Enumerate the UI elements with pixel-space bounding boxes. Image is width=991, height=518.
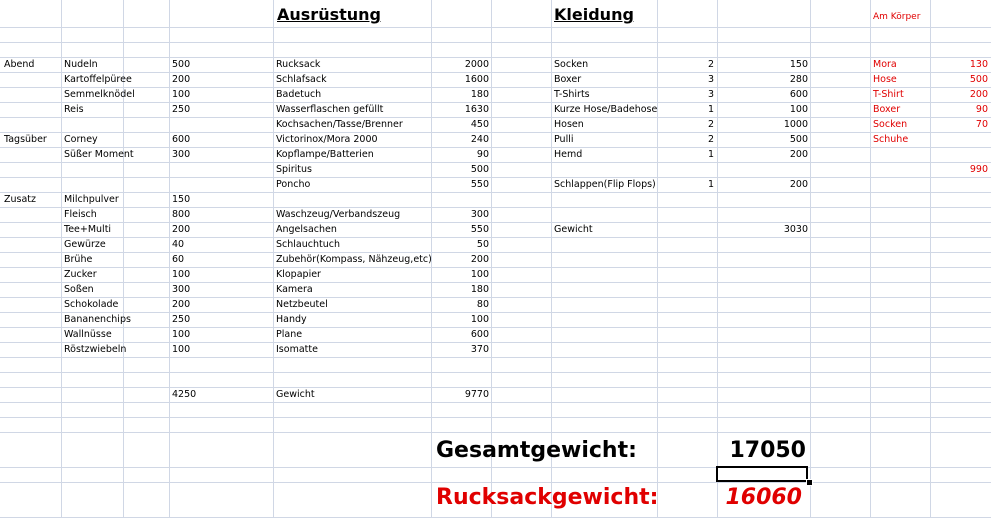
food-group-label: Abend <box>4 59 35 70</box>
equipment-item-name: Kochsachen/Tasse/Brenner <box>276 119 403 130</box>
food-item-weight: 250 <box>172 104 191 115</box>
clothing-item-weight: 200 <box>789 149 808 160</box>
equipment-item-weight: 1600 <box>464 74 489 85</box>
body-item-weight: 200 <box>969 89 988 100</box>
food-item-name: Bananenchips <box>64 314 131 325</box>
equipment-item-weight: 1630 <box>464 104 489 115</box>
equipment-item-name: Kamera <box>276 284 313 295</box>
food-item-name: Fleisch <box>64 209 97 220</box>
food-item-name: Brühe <box>64 254 93 265</box>
equipment-item-name: Poncho <box>276 179 311 190</box>
equipment-item-name: Angelsachen <box>276 224 337 235</box>
equipment-item-weight: 2000 <box>464 59 489 70</box>
clothing-item-name: Kurze Hose/Badehose <box>554 104 658 115</box>
rucksackgewicht-value: 16060 <box>725 485 802 510</box>
clothing-item-weight: 150 <box>789 59 808 70</box>
equipment-item-name: Plane <box>276 329 303 340</box>
food-item-weight: 60 <box>172 254 185 265</box>
clothing-item-name: Hemd <box>554 149 583 160</box>
equipment-item-weight: 90 <box>476 149 489 160</box>
clothing-item-weight: 100 <box>789 104 808 115</box>
food-item-weight: 200 <box>172 224 191 235</box>
equipment-item-name: Handy <box>276 314 307 325</box>
clothing-item-name: Schlappen(Flip Flops) <box>554 179 656 190</box>
equipment-item-weight: 600 <box>470 329 489 340</box>
equipment-item-weight: 180 <box>470 284 489 295</box>
equipment-item-weight: 200 <box>470 254 489 265</box>
equipment-item-weight: 240 <box>470 134 489 145</box>
selected-cell[interactable] <box>716 466 808 482</box>
food-item-name: Milchpulver <box>64 194 119 205</box>
equipment-item-name: Waschzeug/Verbandszeug <box>276 209 401 220</box>
body-item-name: T-Shirt <box>873 89 904 100</box>
header-am-koerper: Am Körper <box>873 12 921 22</box>
food-item-name: Wallnüsse <box>64 329 112 340</box>
equipment-item-name: Badetuch <box>276 89 322 100</box>
food-item-weight: 300 <box>172 149 191 160</box>
clothing-item-name: T-Shirts <box>554 89 590 100</box>
clothing-item-weight: 200 <box>789 179 808 190</box>
equipment-item-name: Isomatte <box>276 344 318 355</box>
equipment-item-weight: 450 <box>470 119 489 130</box>
food-item-weight: 200 <box>172 74 191 85</box>
food-item-weight: 200 <box>172 299 191 310</box>
body-item-name: Boxer <box>873 104 901 115</box>
clothing-item-qty: 1 <box>707 149 714 160</box>
clothing-item-name: Hosen <box>554 119 584 130</box>
food-item-weight: 250 <box>172 314 191 325</box>
clothing-total: 3030 <box>783 224 808 235</box>
food-item-name: Gewürze <box>64 239 106 250</box>
food-item-name: Nudeln <box>64 59 98 70</box>
equipment-item-name: Schlafsack <box>276 74 327 85</box>
clothing-total-label: Gewicht <box>554 224 593 235</box>
food-item-name: Kartoffelpüree <box>64 74 132 85</box>
food-item-name: Soßen <box>64 284 94 295</box>
food-item-weight: 100 <box>172 329 191 340</box>
clothing-item-qty: 3 <box>707 89 714 100</box>
equipment-item-name: Rucksack <box>276 59 321 70</box>
gesamtgewicht-value: 17050 <box>729 438 806 463</box>
equipment-total-label: Gewicht <box>276 389 315 400</box>
clothing-item-weight: 280 <box>789 74 808 85</box>
clothing-item-qty: 2 <box>707 59 714 70</box>
clothing-item-weight: 500 <box>789 134 808 145</box>
food-item-weight: 150 <box>172 194 191 205</box>
equipment-item-weight: 550 <box>470 179 489 190</box>
food-item-name: Röstzwiebeln <box>64 344 127 355</box>
clothing-item-qty: 3 <box>707 74 714 85</box>
clothing-item-qty: 2 <box>707 134 714 145</box>
food-item-weight: 500 <box>172 59 191 70</box>
food-item-name: Zucker <box>64 269 97 280</box>
equipment-item-weight: 300 <box>470 209 489 220</box>
food-item-weight: 300 <box>172 284 191 295</box>
food-item-weight: 100 <box>172 89 191 100</box>
clothing-item-name: Boxer <box>554 74 582 85</box>
equipment-item-name: Netzbeutel <box>276 299 328 310</box>
equipment-item-weight: 100 <box>470 314 489 325</box>
clothing-item-weight: 600 <box>789 89 808 100</box>
body-item-name: Socken <box>873 119 908 130</box>
equipment-item-weight: 550 <box>470 224 489 235</box>
body-item-weight: 130 <box>969 59 988 70</box>
food-item-name: Süßer Moment <box>64 149 134 160</box>
food-item-weight: 100 <box>172 344 191 355</box>
food-item-name: Schokolade <box>64 299 119 310</box>
equipment-item-weight: 80 <box>476 299 489 310</box>
equipment-item-name: Klopapier <box>276 269 321 280</box>
food-group-label: Tagsüber <box>4 134 47 145</box>
equipment-item-name: Wasserflaschen gefüllt <box>276 104 384 115</box>
gesamtgewicht-label: Gesamtgewicht: <box>436 438 637 463</box>
header-ausruestung: Ausrüstung <box>277 5 381 24</box>
clothing-item-weight: 1000 <box>783 119 808 130</box>
body-item-name: Schuhe <box>873 134 909 145</box>
equipment-item-weight: 370 <box>470 344 489 355</box>
food-item-weight: 800 <box>172 209 191 220</box>
body-total: 990 <box>969 164 988 175</box>
equipment-item-weight: 100 <box>470 269 489 280</box>
equipment-item-name: Victorinox/Mora 2000 <box>276 134 378 145</box>
food-item-weight: 100 <box>172 269 191 280</box>
food-item-weight: 40 <box>172 239 185 250</box>
clothing-item-name: Pulli <box>554 134 574 145</box>
food-item-name: Corney <box>64 134 98 145</box>
equipment-item-weight: 500 <box>470 164 489 175</box>
clothing-item-qty: 1 <box>707 179 714 190</box>
body-item-name: Hose <box>873 74 897 85</box>
equipment-item-name: Kopflampe/Batterien <box>276 149 374 160</box>
equipment-item-weight: 50 <box>476 239 489 250</box>
body-item-name: Mora <box>873 59 897 70</box>
equipment-item-name: Spiritus <box>276 164 312 175</box>
body-item-weight: 70 <box>975 119 988 130</box>
equipment-item-weight: 180 <box>470 89 489 100</box>
clothing-item-name: Socken <box>554 59 589 70</box>
equipment-item-name: Zubehör(Kompass, Nähzeug,etc) <box>276 254 432 265</box>
header-kleidung: Kleidung <box>554 5 634 24</box>
food-group-label: Zusatz <box>4 194 37 205</box>
clothing-item-qty: 2 <box>707 119 714 130</box>
body-item-weight: 500 <box>969 74 988 85</box>
food-item-name: Tee+Multi <box>64 224 112 235</box>
rucksackgewicht-label: Rucksackgewicht: <box>436 485 659 510</box>
equipment-total: 9770 <box>464 389 489 400</box>
equipment-item-name: Schlauchtuch <box>276 239 340 250</box>
body-item-weight: 90 <box>975 104 988 115</box>
fill-handle[interactable] <box>806 479 813 486</box>
food-item-name: Semmelknödel <box>64 89 135 100</box>
food-item-name: Reis <box>64 104 84 115</box>
food-total: 4250 <box>172 389 197 400</box>
food-item-weight: 600 <box>172 134 191 145</box>
clothing-item-qty: 1 <box>707 104 714 115</box>
